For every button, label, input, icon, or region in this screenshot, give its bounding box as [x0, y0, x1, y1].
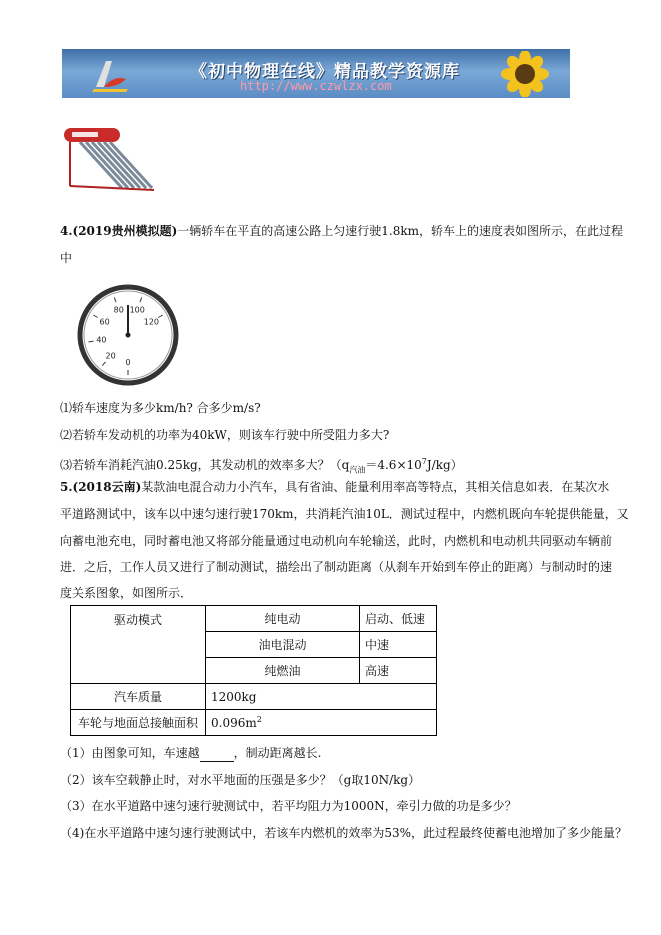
area-label: 车轮与地面总接触面积: [71, 710, 206, 736]
gauge-tick-label: 0: [125, 358, 131, 367]
table-cell: 中速: [360, 632, 437, 658]
q4-source: (2019贵州模拟题): [72, 224, 178, 238]
q5-sub2: （2）该车空载静止时，对水平地面的压强是多少？（g取10N/kg）: [60, 773, 421, 787]
banner-url: http://www.czwlzx.com: [240, 79, 392, 93]
q4-sub3: [60, 453, 463, 479]
area-value-text: 0.096m: [211, 716, 257, 730]
q4-sub2: ⑵若轿车发动机的功率为40kW，则该车行驶中所受阻力多大?: [60, 428, 390, 442]
q5-sub1-post: ，制动距离越长.: [233, 746, 322, 760]
q5-source: (2018云南): [72, 480, 142, 494]
area-value: [206, 710, 437, 736]
q4-stem-line1: [60, 222, 623, 240]
q4-sub3-post: J/kg）: [426, 458, 463, 472]
q5-line1-text: 某款油电混合动力小汽车，具有省油、能量利用率高等特点，其相关信息如表．在某次水: [141, 480, 610, 494]
banner-title: 《初中物理在线》精品教学资源库: [190, 62, 460, 82]
q5-line4: 进．之后，工作人员又进行了制动测试，描绘出了制动距离（从刹车开始到车停止的距离）与制动时的速: [60, 560, 613, 574]
table-row: [71, 684, 437, 710]
q5-line3: 向蓄电池充电，同时蓄电池又将部分能量通过电动机向车轮输送，此时，内燃机和电动机共同驱动车辆前: [60, 534, 613, 548]
site-logo-icon: [90, 57, 130, 93]
table-cell: 纯电动: [206, 606, 360, 632]
mass-value: 1200kg: [206, 684, 437, 710]
q4-sub3-pre: ⑶若轿车消耗汽油0.25kg，其发动机的效率多大？（q: [60, 458, 350, 472]
gauge-tick-label: 120: [143, 317, 160, 327]
table-row: [71, 710, 437, 736]
q4-sub3-exp: 7: [421, 457, 427, 466]
table-cell: 油电混动: [206, 632, 360, 658]
mass-label: 汽车质量: [71, 684, 206, 710]
gauge-tick-label: 80: [113, 305, 124, 315]
q5-sub4: （4)在水平道路中速匀速行驶测试中，若该车内燃机的效率为53%，此过程最终使蓄电池增加了多少能量？: [60, 826, 627, 840]
q5-line1: [60, 478, 609, 496]
car-info-table: [70, 605, 437, 736]
q5-line5: 度关系图象，如图所示．: [60, 586, 193, 600]
sunflower-image: [490, 51, 560, 97]
q5-sub1-pre: （1）由图象可知，车速越: [60, 746, 200, 760]
table-row: [71, 606, 437, 632]
table-cell: 纯燃油: [206, 658, 360, 684]
q4-sub3-mid: ＝4.6×10: [365, 458, 422, 472]
q4-number: 4.: [60, 224, 73, 238]
answer-blank: [200, 749, 234, 762]
q5-sub3: （3）在水平道路中速匀速行驶测试中，若平均阻力为1000N，牵引力做的功是多少？: [60, 799, 517, 813]
speedometer-gauge: [77, 284, 179, 386]
solar-water-heater-image: [60, 124, 160, 200]
gauge-tick-label: 40: [96, 335, 107, 345]
table-cell: 启动、低速: [360, 606, 437, 632]
q4-stem-line2: 中: [60, 251, 73, 265]
q5-number: 5.: [60, 480, 73, 494]
table-cell: 高速: [360, 658, 437, 684]
gauge-tick-label: 60: [99, 317, 110, 327]
q4-sub3-subscript: 汽油: [349, 465, 366, 475]
q4-sub1: ⑴轿车速度为多少km/h? 合多少m/s?: [60, 401, 261, 415]
q4-stem-text: 一辆轿车在平直的高速公路上匀速行驶1.8km，轿车上的速度表如图所示，在此过程: [177, 224, 624, 238]
gauge-tick-label: 100: [129, 305, 145, 315]
q5-sub1: [60, 744, 321, 762]
area-value-exp: 2: [256, 715, 262, 724]
q5-line2: 平道路测试中，该车以中速匀速行驶170km，共消耗汽油10L．测试过程中，内燃机既向车轮提供能量，又: [60, 507, 629, 521]
header-banner: [62, 49, 570, 98]
drive-mode-label: 驱动模式: [71, 606, 206, 684]
gauge-tick-label: 20: [105, 351, 116, 361]
